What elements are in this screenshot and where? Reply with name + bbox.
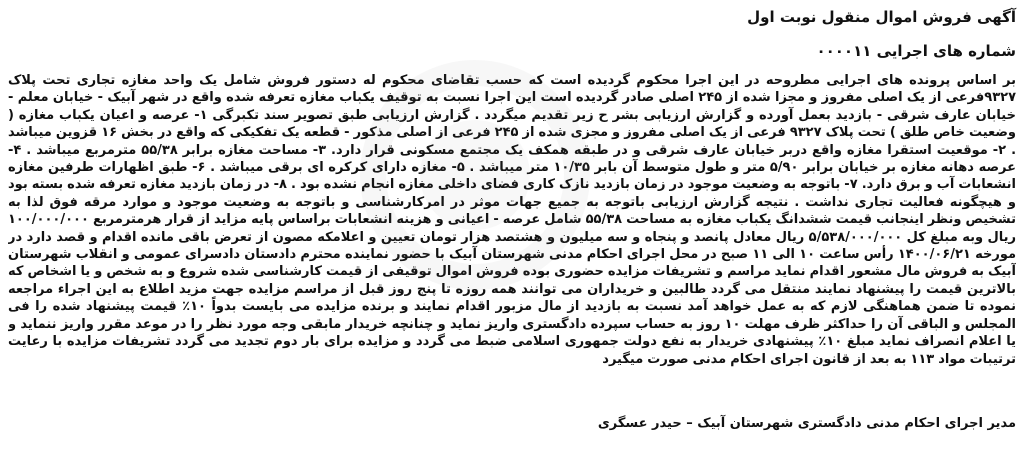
signature-line: مدیر اجرای احکام مدنی دادگستری شهرستان آبیک – حیدر عسگری (597, 416, 1016, 431)
execution-number: شماره های اجرایی ۰۰۰۰۱۱ (816, 42, 1016, 60)
notice-body: بر اساس پرونده های اجرایی مطروحه در این اجرا محکوم گردیده است که حسب تقاضای محکوم له دستور فروش شامل یک واحد مغازه تجاری تحت پلاک ۹۳۲۷فرعی از یک اصلی مفروز و مجزا شده از ۲۴۵ اصلی صادر گردیده است این اجرا نسبت به توقیف یکباب مغازه تعرفه شده واقع در شهر آبیک - خیابان معلم - خیابان عارف شرقی - بازدید بعمل آورده و گزارش ارزیابی بشر ح زیر تقدیم میگردد . گزارش ارزیابی طبق تصویر سند تکبرگی ۱- عرصه و اعیان یکباب مغازه ( وضعیت خاص طلق ) تحت پلاک ۹۳۲۷ فرعی از یک اصلی مفروز و مجزی شده از ۲۴۵ فرعی از اصلی مذکور - قطعه یک تفکیکی که واقع در بخش ۱۶ قزوین میباشد . ۲- موقعیت استقرا مغازه واقع دربر خیابان عارف شرقی و در طبقه همکف یک مجتمع مسکونی قرار دارد. ۳- مساحت مغازه برابر ۵۵/۳۸ مترمربع میباشد . ۴- عرصه دهانه مغازه بر خیابان برابر ۵/۹۰ متر و طول متوسط آن بابر ۱۰/۳۵ متر میباشد . ۵- مغازه دارای کرکره ای برقی میباشد . ۶- طبق اظهارات طرفین مغازه انشعابات آب و برق دارد. ۷- باتوجه به وضعیت موجود در زمان بازدید نازک کاری فضای داخلی مغازه انجام نشده بود . ۸- در زمان بازدید مغازه تعرفه شده بسته بود و هیچگونه فعالیت تجاری نداشت . نتیجه گزارش ارزیابی باتوجه به جمیع جهات موثر در امرکارشناسی و باتوجه به وضعیت موجود و موارد مرقه فوق لذا به تشخیص ونظر اینجانب قیمت ششدانگ یکباب مغازه به مساحت ۵۵/۳۸ شامل عرصه - اعیانی و هزینه انشعابات براساس پایه مزاید از قرار هرمترمربع ۱۰۰/۰۰۰/۰۰۰ ریال وبه مبلغ کل ۵/۵۳۸/۰۰۰/۰۰۰ ریال معادل پانصد و پنجاه و سه میلیون و هشتصد هزار تومان تعیین و اعلامکه مصون از تعرض باقی مانده اقدام و قصد دارد در مورخه ۱۴۰۰/۰۶/۲۱ رأس ساعت ۱۰ الی ۱۱ صبح در محل اجرای احکام مدنی شهرستان آبیک با حضور نماینده محترم دادستان دادسرای عمومی و انقلاب شهرستان آبیک به فروش مال مشعور اقدام نماید مراسم و تشریفات مزایده حضوری بوده فروش اموال توقیفی از قیمت کارشناسی شده شروع و به شخص و یا اشخاص که بالاترین قیمت را پیشنهاد نمایند منتقل می گردد طالبین و خریداران می توانند همه روزه تا پنج روز قبل از مراسم مزایده جهت مزید اطلاع به این اجراء مراجعه نموده تا ضمن هماهنگی لازم که به عمل خواهد آمد نسبت به بازدید از مال مزبور اقدام نمایند و برنده مزایده می بایست بدواً ۱۰٪ قیمت پیشنهاد شده را فی المجلس و الباقی آن را حداکثر ظرف مهلت ۱۰ روز به حساب سپرده دادگستری واریز نماید و چنانچه خریدار مابقی وجه مورد نظر را در موعد مقرر واریز ننماید و یا اعلام انصراف نماید مبلغ ۱۰٪ پیشنهادی خریدار به نفع دولت جمهوری اسلامی ضبط می گردد و مزایده برای بار دوم تجدید می گردد تشریفات مزایده با رعایت ترتیبات مواد ۱۱۳ به بعد از قانون اجرای احکام مدنی صورت میگیرد (8, 73, 1016, 367)
notice-title: آگهی فروش اموال منقول نوبت اول (747, 8, 1016, 26)
